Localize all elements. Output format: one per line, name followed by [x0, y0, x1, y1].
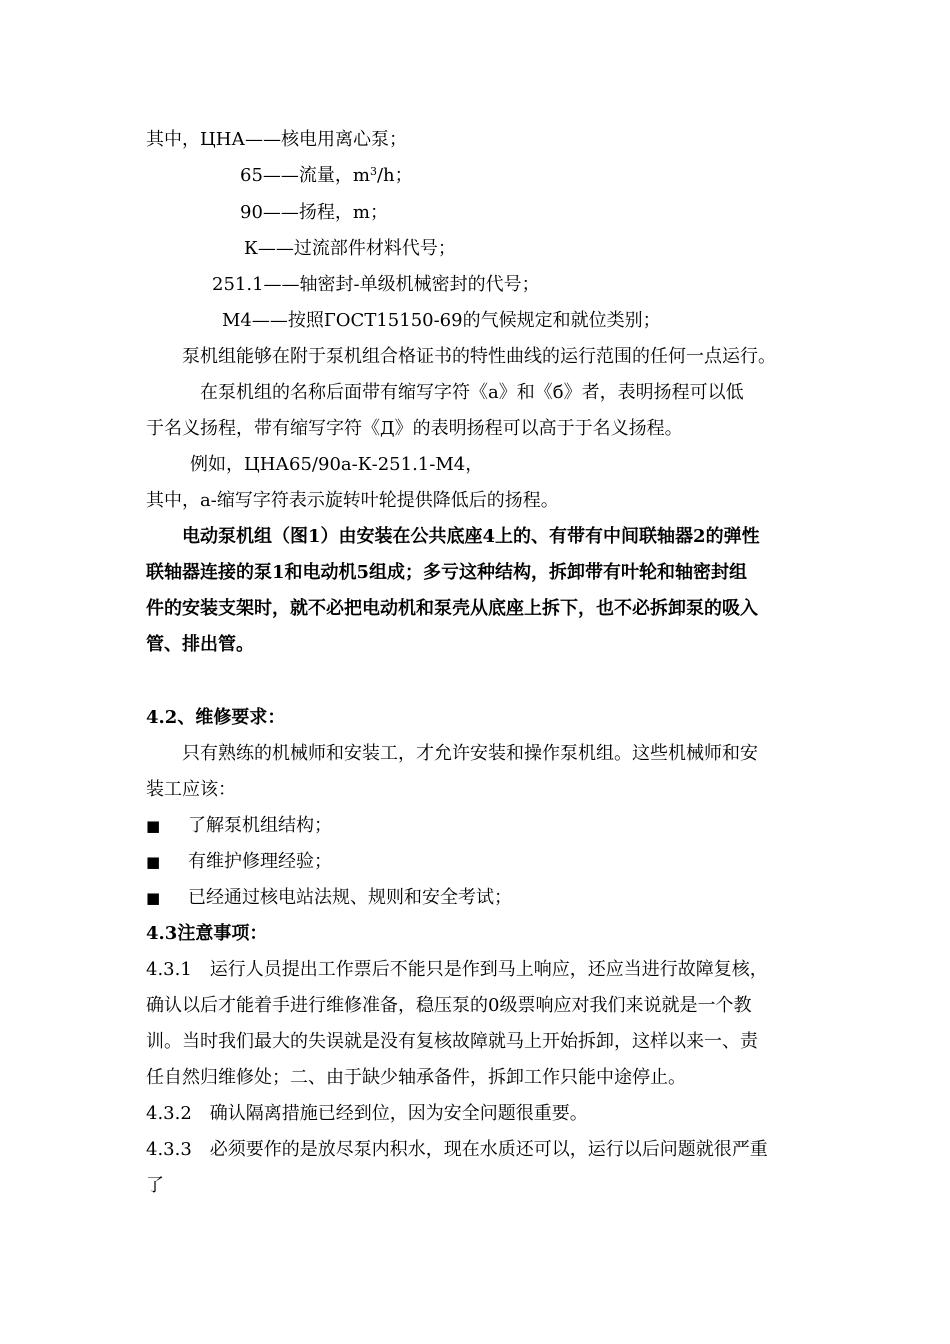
intro-line-seal: 251.1——轴密封-单级机械密封的代号；: [212, 274, 540, 295]
example-line2: 其中，а-缩写字符表示旋转叶轮提供降低后的扬程。: [146, 490, 559, 511]
paragraph-abbrev-line1: 在泵机组的名称后面带有缩写字符《а》和《б》者，表明扬程可以低: [200, 382, 744, 403]
paragraph-curve: 泵机组能够在附于泵机组合格证书的特性曲线的运行范围的任何一点运行。: [182, 346, 776, 367]
item-433-line2: 了: [146, 1175, 164, 1196]
intro-line-climate: М4——按照ГОСТ15150-69的气候规定和就位类别；: [222, 310, 661, 331]
bold-paragraph-line3: 件的安装支架时，就不必把电动机和泵壳从底座上拆下，也不必拆卸泵的吸入: [146, 598, 758, 619]
section-42-para-line1: 只有熟练的机械师和安装工，才允许安装和操作泵机组。这些机械师和安: [182, 743, 758, 764]
section-42-heading: 4.2、维修要求：: [146, 707, 286, 728]
item-432: 4.3.2 确认隔离措施已经到位，因为安全问题很重要。: [146, 1103, 588, 1124]
intro-line-material: К——过流部件材料代号；: [244, 238, 456, 259]
item-431-line3: 训。当时我们最大的失误就是没有复核故障就马上开始拆卸，这样以来一、责: [146, 1031, 758, 1052]
paragraph-abbrev-line2: 于名义扬程，带有缩写字符《Д》的表明扬程可以高于于名义扬程。: [146, 418, 683, 439]
bold-paragraph-line1: 电动泵机组（图1）由安装在公共底座4上的、有带有中间联轴器2的弹性: [182, 526, 760, 547]
item-431-line1: 4.3.1 运行人员提出工作票后不能只是作到马上响应，还应当进行故障复核，: [146, 959, 768, 980]
bullet-item: 有维护修理经验；: [188, 851, 332, 872]
item-431-line4: 任自然归维修处；二、由于缺少轴承备件，拆卸工作只能中途停止。: [146, 1067, 686, 1088]
item-433-line1: 4.3.3 必须要作的是放尽泵内积水，现在水质还可以，运行以后问题就很严重: [146, 1139, 768, 1160]
intro-line-cna: 其中，ЦНА——核电用离心泵；: [146, 129, 408, 150]
bullet-square-icon: ■: [146, 817, 161, 835]
bullet-square-icon: ■: [146, 889, 161, 907]
section-42-para-line2: 装工应该：: [146, 779, 236, 800]
item-431-line2: 确认以后才能着手进行维修准备，稳压泵的0级票响应对我们来说就是一个教: [146, 995, 752, 1016]
bold-paragraph-line2: 联轴器连接的泵1和电动机5组成；多亏这种结构，拆卸带有叶轮和轴密封组: [146, 562, 748, 583]
intro-line-flow-sup: 3: [369, 165, 377, 178]
intro-line-flow-main: 65——流量，m: [240, 165, 370, 186]
bullet-item: 已经通过核电站法规、规则和安全考试；: [188, 887, 512, 908]
bullet-item: 了解泵机组结构；: [188, 815, 332, 836]
intro-line-flow-tail: /h；: [376, 165, 413, 186]
intro-line-head: 90——扬程，m；: [240, 202, 388, 223]
bullet-square-icon: ■: [146, 853, 161, 871]
intro-line-flow: [240, 164, 413, 188]
example-line1: 例如，ЦНА65/90а-К-251.1-М4，: [190, 454, 484, 475]
bold-paragraph-line4: 管、排出管。: [146, 634, 254, 655]
section-43-heading: 4.3注意事项：: [146, 923, 268, 944]
